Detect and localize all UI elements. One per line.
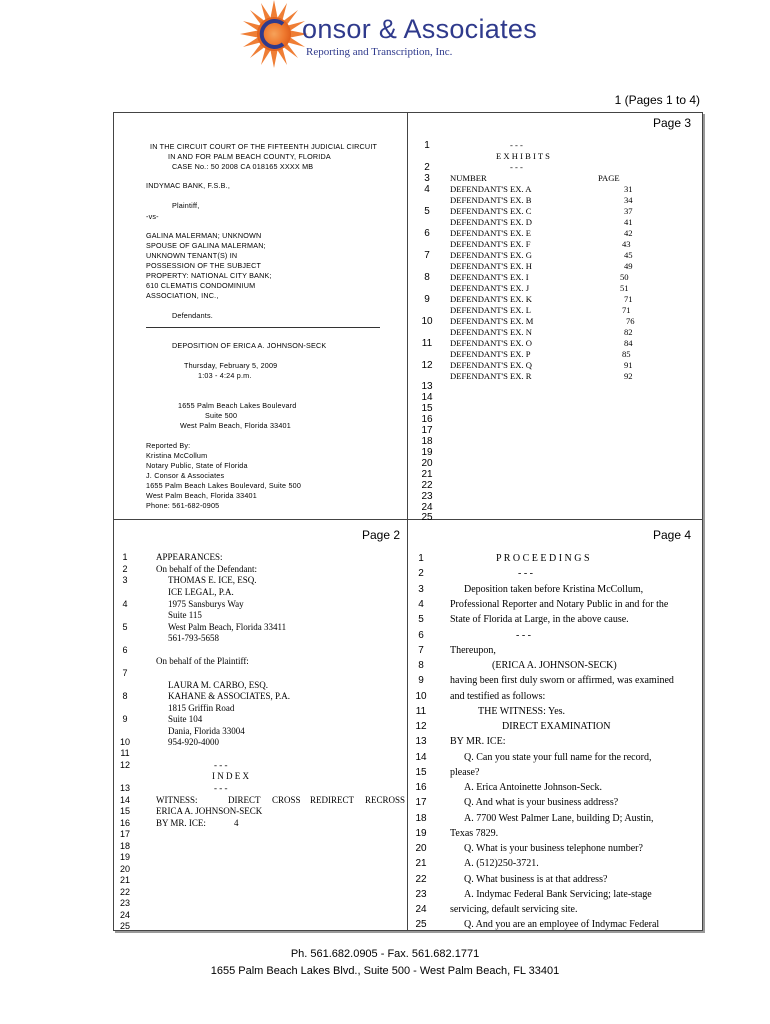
footer-address: 1655 Palm Beach Lakes Blvd., Suite 500 - West Palm Beach, FL 33401 bbox=[210, 965, 560, 977]
location-suite: Suite 500 bbox=[205, 411, 238, 420]
transcript-line: Q. And what is your business address? bbox=[464, 797, 619, 808]
index-col-witness: WITNESS: bbox=[156, 795, 198, 805]
line-number: 22 bbox=[119, 887, 130, 897]
exhibit-name: DEFENDANT'S EX. N bbox=[450, 327, 532, 337]
line-number: 15 bbox=[421, 403, 433, 414]
line-number: 18 bbox=[421, 436, 433, 447]
exhibit-page: 71 bbox=[622, 305, 631, 315]
exhibit-page: 34 bbox=[624, 195, 633, 205]
transcript-line: Deposition taken before Kristina McCollum, bbox=[464, 584, 644, 595]
line-number: 14 bbox=[119, 795, 130, 805]
transcript-line: servicing, default servicing site. bbox=[450, 904, 578, 915]
examination-heading: DIRECT EXAMINATION bbox=[502, 721, 611, 732]
exhibit-name: DEFENDANT'S EX. O bbox=[450, 338, 532, 348]
line-number: 1 bbox=[122, 552, 128, 562]
transcript-line: THE WITNESS: Yes. bbox=[478, 706, 566, 717]
line-number: 6 bbox=[424, 228, 430, 239]
exhibit-page: 91 bbox=[624, 360, 633, 370]
exhibit-name: DEFENDANT'S EX. C bbox=[450, 206, 532, 216]
exhibit-page: 51 bbox=[620, 283, 629, 293]
law-firm: ICE LEGAL, P.A. bbox=[168, 587, 234, 597]
exhibit-page: 92 bbox=[624, 371, 633, 381]
index-col-recross: RECROSS bbox=[365, 795, 406, 805]
line-number: 10 bbox=[415, 691, 427, 702]
exhibit-name: DEFENDANT'S EX. Q bbox=[450, 360, 532, 370]
line-number: 14 bbox=[421, 392, 433, 403]
line-number: 7 bbox=[418, 645, 424, 656]
transcript-line: having been first duly sworn or affirmed, was examined bbox=[450, 675, 674, 686]
line-number: 24 bbox=[415, 904, 427, 915]
proceedings-heading: P R O C E E D I N G S bbox=[496, 553, 590, 564]
logo-subtitle: Reporting and Transcription, Inc. bbox=[306, 46, 453, 58]
transcript-line: A. Erica Antoinette Johnson-Seck. bbox=[464, 782, 603, 793]
line-number: 24 bbox=[119, 910, 130, 920]
line-number: 6 bbox=[122, 645, 128, 655]
line-number: 1 bbox=[418, 553, 424, 564]
line-number: 23 bbox=[119, 898, 130, 908]
line-number: 21 bbox=[421, 469, 433, 480]
line-number: 25 bbox=[415, 919, 427, 930]
exhibit-page: 45 bbox=[624, 250, 633, 260]
exhibit-page: 50 bbox=[620, 272, 629, 282]
exhibit-name: DEFENDANT'S EX. L bbox=[450, 305, 532, 315]
county-line: IN AND FOR PALM BEACH COUNTY, FLORIDA bbox=[168, 152, 331, 161]
line-number: 12 bbox=[119, 760, 130, 770]
footer-phone-fax: Ph. 561.682.0905 - Fax. 561.682.1771 bbox=[290, 948, 480, 960]
index-col-redirect: REDIRECT bbox=[310, 795, 354, 805]
line-number: 16 bbox=[415, 782, 427, 793]
reporter-street: 1655 Palm Beach Lakes Boulevard, Suite 500 bbox=[146, 481, 302, 490]
transcript-line: Q. And you are an employee of Indymac Federal bbox=[464, 919, 660, 930]
exhibit-page: 84 bbox=[624, 338, 633, 348]
exhibit-name: DEFENDANT'S EX. P bbox=[450, 349, 531, 359]
line-number: 10 bbox=[119, 737, 130, 747]
line-number: 10 bbox=[421, 316, 433, 327]
location-street: 1655 Palm Beach Lakes Boulevard bbox=[178, 401, 297, 410]
line-number: 20 bbox=[119, 864, 130, 874]
exhibit-page: 76 bbox=[626, 316, 635, 326]
dashes: - - - bbox=[518, 568, 533, 579]
direct-page: 4 bbox=[234, 818, 239, 828]
reporter-city: West Palm Beach, Florida 33401 bbox=[146, 491, 257, 500]
line-number: 5 bbox=[122, 622, 128, 632]
law-firm: KAHANE & ASSOCIATES, P.A. bbox=[168, 691, 291, 701]
transcript-line: and testified as follows: bbox=[450, 691, 546, 702]
line-number: 23 bbox=[421, 491, 433, 502]
line-number: 20 bbox=[415, 843, 427, 854]
line-number: 23 bbox=[415, 889, 427, 900]
dashes: - - - bbox=[510, 162, 523, 172]
dashes: - - - bbox=[510, 140, 523, 150]
line-number: 6 bbox=[418, 630, 424, 641]
exhibit-name: DEFENDANT'S EX. R bbox=[450, 371, 532, 381]
location-city: West Palm Beach, Florida 33401 bbox=[180, 421, 291, 430]
dashes: - - - bbox=[516, 630, 531, 641]
defendant-line-3: UNKNOWN TENANT(S) IN bbox=[146, 251, 238, 260]
reporter-phone: Phone: 561-682-0905 bbox=[146, 501, 220, 510]
line-number: 22 bbox=[421, 480, 433, 491]
defendant-line-5: PROPERTY: NATIONAL CITY BANK; bbox=[146, 271, 272, 280]
logo-company-name: onsor & Associates bbox=[302, 14, 538, 44]
transcript-line: Q. Can you state your full name for the record, bbox=[464, 752, 652, 763]
transcript-line: Texas 7829. bbox=[450, 828, 499, 839]
column-number: NUMBER bbox=[450, 173, 487, 183]
witness-name: ERICA A. JOHNSON-SECK bbox=[156, 806, 263, 816]
page3-label: Page 3 bbox=[653, 116, 692, 130]
line-number: 15 bbox=[119, 806, 130, 816]
defendant-line-6: 610 CLEMATIS CONDOMINIUM bbox=[146, 281, 256, 290]
exhibit-page: 43 bbox=[622, 239, 631, 249]
defendant-line-4: POSSESSION OF THE SUBJECT bbox=[146, 261, 262, 270]
line-number: 11 bbox=[120, 748, 130, 758]
transcript-line: State of Florida at Large, in the above cause. bbox=[450, 614, 629, 625]
line-number: 2 bbox=[418, 568, 424, 579]
exhibit-name: DEFENDANT'S EX. J bbox=[450, 283, 530, 293]
line-number: 8 bbox=[418, 660, 424, 671]
transcript-line: Professional Reporter and Notary Public in and for the bbox=[450, 599, 669, 610]
line-number: 16 bbox=[421, 414, 433, 425]
reporter-title: Notary Public, State of Florida bbox=[146, 461, 248, 470]
line-number: 4 bbox=[418, 599, 424, 610]
line-number: 13 bbox=[415, 736, 427, 747]
line-number: 17 bbox=[119, 829, 130, 839]
index-heading: I N D E X bbox=[212, 771, 249, 781]
transcript-line: please? bbox=[450, 767, 480, 778]
transcript-line: Q. What business is at that address? bbox=[464, 874, 608, 885]
line-number: 4 bbox=[424, 184, 430, 195]
reporter-name: Kristina McCollum bbox=[146, 451, 208, 460]
line-number: 3 bbox=[122, 575, 128, 585]
line-number: 9 bbox=[424, 294, 430, 305]
plaintiff-label: Plaintiff, bbox=[172, 201, 200, 210]
deposition-time: 1:03 - 4:24 p.m. bbox=[198, 371, 252, 380]
exhibit-page: 82 bbox=[624, 327, 633, 337]
index-col-direct: DIRECT bbox=[228, 795, 261, 805]
line-number: 18 bbox=[415, 813, 427, 824]
line-number: 2 bbox=[424, 162, 430, 173]
defendant-line-7: ASSOCIATION, INC., bbox=[146, 291, 219, 300]
line-number: 24 bbox=[421, 502, 433, 513]
exhibit-name: DEFENDANT'S EX. A bbox=[450, 184, 532, 194]
exhibit-page: 37 bbox=[624, 206, 633, 216]
attorney-name: LAURA M. CARBO, ESQ. bbox=[168, 680, 269, 690]
exhibit-page: 42 bbox=[624, 228, 633, 238]
exhibit-name: DEFENDANT'S EX. D bbox=[450, 217, 532, 227]
line-number: 19 bbox=[421, 447, 433, 458]
line-number: 21 bbox=[119, 875, 130, 885]
exhibits-title: E X H I B I T S bbox=[496, 151, 550, 161]
line-number: 21 bbox=[415, 858, 427, 869]
line-number: 13 bbox=[421, 381, 433, 392]
firm-street: 1975 Sansburys Way bbox=[168, 599, 244, 609]
line-number: 14 bbox=[415, 752, 427, 763]
firm-street: 1815 Griffin Road bbox=[168, 703, 235, 713]
defendant-line-1: GALINA MALERMAN; UNKNOWN bbox=[146, 231, 262, 240]
transcript-line: BY MR. ICE: bbox=[450, 736, 506, 747]
index-col-cross: CROSS bbox=[272, 795, 301, 805]
exhibit-name: DEFENDANT'S EX. H bbox=[450, 261, 532, 271]
dashes: - - - bbox=[214, 783, 228, 793]
vertical-divider bbox=[407, 112, 408, 930]
exhibit-name: DEFENDANT'S EX. F bbox=[450, 239, 531, 249]
firm-suite: Suite 104 bbox=[168, 714, 203, 724]
exhibit-name: DEFENDANT'S EX. B bbox=[450, 195, 532, 205]
line-number: 9 bbox=[122, 714, 128, 724]
line-number: 13 bbox=[119, 783, 130, 793]
line-number: 12 bbox=[415, 721, 427, 732]
transcript-line: Thereupon, bbox=[450, 645, 496, 656]
line-number: 12 bbox=[421, 360, 433, 371]
dashes: - - - bbox=[214, 760, 228, 770]
firm-city: West Palm Beach, Florida 33411 bbox=[168, 622, 287, 632]
transcript-line: A. (512)250-3721. bbox=[464, 858, 539, 869]
appearances-heading: APPEARANCES: bbox=[156, 552, 223, 562]
line-number: 5 bbox=[424, 206, 430, 217]
exhibit-page: 71 bbox=[624, 294, 633, 304]
company-logo bbox=[236, 0, 546, 72]
line-number: 19 bbox=[119, 852, 130, 862]
column-page: PAGE bbox=[598, 173, 620, 183]
plaintiff-counsel-label: On behalf of the Plaintiff: bbox=[156, 656, 249, 666]
exhibit-page: 49 bbox=[624, 261, 633, 271]
exhibit-name: DEFENDANT'S EX. E bbox=[450, 228, 532, 238]
line-number: 25 bbox=[119, 921, 130, 931]
attorney-name: THOMAS E. ICE, ESQ. bbox=[168, 575, 257, 585]
line-number: 7 bbox=[122, 668, 128, 678]
line-number: 3 bbox=[418, 584, 424, 595]
exhibit-name: DEFENDANT'S EX. I bbox=[450, 272, 529, 282]
line-number: 17 bbox=[415, 797, 427, 808]
court-line: IN THE CIRCUIT COURT OF THE FIFTEENTH JUDICIAL CIRCUIT bbox=[150, 142, 378, 151]
line-number: 8 bbox=[424, 272, 430, 283]
versus-label: -vs- bbox=[146, 212, 159, 221]
pages-range-header: 1 (Pages 1 to 4) bbox=[614, 93, 700, 107]
line-number: 17 bbox=[421, 425, 433, 436]
line-number: 22 bbox=[415, 874, 427, 885]
line-number: 3 bbox=[424, 173, 430, 184]
page4-label: Page 4 bbox=[653, 528, 692, 542]
line-number: 8 bbox=[122, 691, 128, 701]
line-number: 19 bbox=[415, 828, 427, 839]
firm-suite: Suite 115 bbox=[168, 610, 202, 620]
caption-rule bbox=[146, 327, 380, 328]
transcript-line: A. 7700 West Palmer Lane, building D; Austin, bbox=[464, 813, 654, 824]
examiner-name: BY MR. ICE: bbox=[156, 818, 206, 828]
line-number: 7 bbox=[424, 250, 430, 261]
defendant-line-2: SPOUSE OF GALINA MALERMAN; bbox=[146, 241, 266, 250]
reporter-firm: J. Consor & Associates bbox=[146, 471, 225, 480]
line-number: 5 bbox=[418, 614, 424, 625]
firm-phone: 561-793-5658 bbox=[168, 633, 219, 643]
line-number: 9 bbox=[418, 675, 424, 686]
exhibit-page: 85 bbox=[622, 349, 631, 359]
witness-name: (ERICA A. JOHNSON-SECK) bbox=[492, 660, 617, 671]
reported-by-label: Reported By: bbox=[146, 441, 191, 450]
deposition-date: Thursday, February 5, 2009 bbox=[184, 361, 278, 370]
case-number: CASE No.: 50 2008 CA 018165 XXXX MB bbox=[172, 162, 314, 171]
plaintiff-name: INDYMAC BANK, F.S.B., bbox=[146, 181, 231, 190]
line-number: 15 bbox=[415, 767, 427, 778]
line-number: 2 bbox=[122, 564, 128, 574]
line-number: 1 bbox=[424, 140, 430, 151]
horizontal-divider bbox=[113, 519, 702, 520]
exhibit-page: 41 bbox=[624, 217, 633, 227]
line-number: 4 bbox=[122, 599, 128, 609]
line-number: 11 bbox=[421, 338, 433, 349]
transcript-line: Q. What is your business telephone number? bbox=[464, 843, 643, 854]
line-number: 18 bbox=[119, 841, 130, 851]
line-number: 20 bbox=[421, 458, 433, 469]
line-number: 25 bbox=[421, 512, 433, 523]
exhibit-page: 31 bbox=[624, 184, 633, 194]
transcript-line: A. Indymac Federal Bank Servicing; late-stage bbox=[464, 889, 652, 900]
page2-label: Page 2 bbox=[362, 528, 401, 542]
exhibit-name: DEFENDANT'S EX. K bbox=[450, 294, 532, 304]
exhibit-name: DEFENDANT'S EX. G bbox=[450, 250, 532, 260]
defendant-counsel-label: On behalf of the Defendant: bbox=[156, 564, 257, 574]
firm-phone: 954-920-4000 bbox=[168, 737, 219, 747]
line-number: 11 bbox=[415, 706, 427, 717]
firm-city: Dania, Florida 33004 bbox=[168, 726, 245, 736]
exhibit-name: DEFENDANT'S EX. M bbox=[450, 316, 534, 326]
deposition-title: DEPOSITION OF ERICA A. JOHNSON-SECK bbox=[172, 341, 327, 350]
defendants-label: Defendants. bbox=[172, 311, 213, 320]
line-number: 16 bbox=[119, 818, 130, 828]
